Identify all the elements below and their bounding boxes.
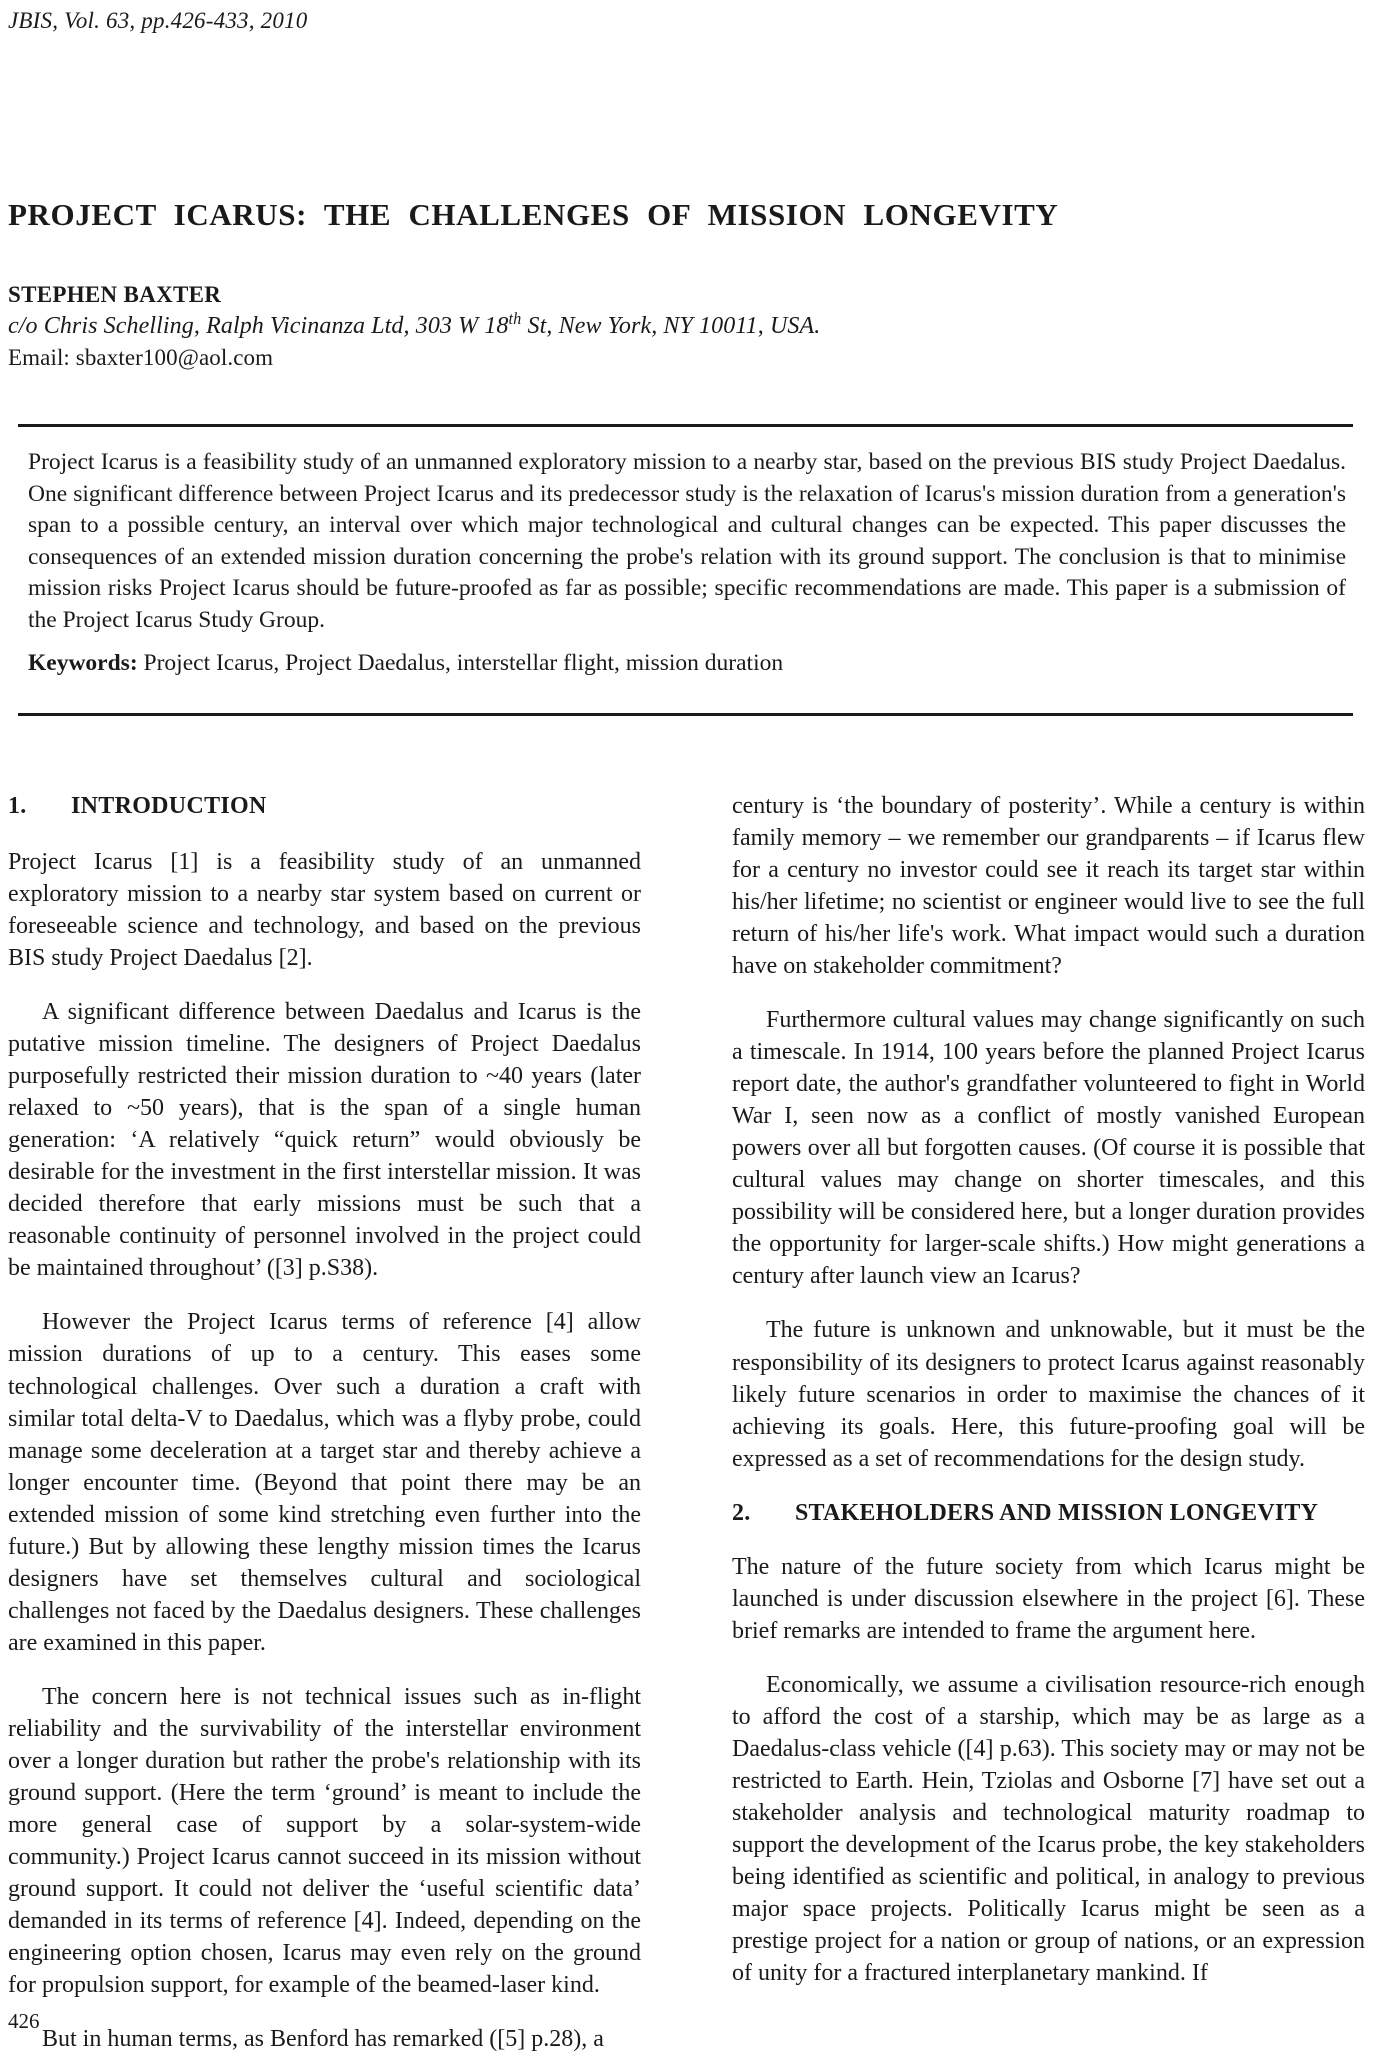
section-number: 1. — [8, 793, 27, 819]
abstract-rule-top — [18, 424, 1353, 427]
paragraph: century is ‘the boundary of posterity’. While a century is within family memory – we remember our grandparents – if Icarus flew for a century no investor could see it reach its target star within his/her lifetime; no scientist or engineer would live to see the full return of his/her life's work. What impact would such a duration have on stakeholder commitment? — [732, 793, 1365, 980]
page-number: 426 — [8, 2009, 40, 2033]
section-label: INTRODUCTION — [71, 793, 267, 819]
affiliation-ordinal-suffix: th — [508, 309, 522, 329]
abstract-text: Project Icarus is a feasibility study of an unmanned exploratory mission to a nearby star, based on the previous BIS study Project Daedalus. One significant difference between Project Icarus and its predecessor study is the relaxation of Icarus's mission duration from a generation's span to a possible century, an interval over which major technological and cultural changes can be expected. This paper discusses the consequences of an extended mission duration concerning the probe's relation with its ground support. The conclusion is that to minimise mission risks Project Icarus should be future-proofed as far as possible; specific recommendations are made. This paper is a submission of the Project Icarus Study Group. — [28, 449, 1346, 633]
paragraph: A significant difference between Daedalus and Icarus is the putative mission timeline. The designers of Project Daedalus purposefully restricted their mission duration to ~40 years (later relaxed to ~50 years), that is the span of a single human generation: ‘A relatively “quick return” would obviously be desirable for the investment in the first interstellar mission. It was decided therefore that early missions must be such that a reasonable continuity of personnel involved in the project could be maintained throughout’ ([3] p.S38). — [8, 999, 641, 1282]
paragraph: Furthermore cultural values may change significantly on such a timescale. In 1914, 100 years before the planned Project Icarus report date, the author's grandfather volunteered to fight in World War I, seen now as a conflict of mostly vanished European powers over all but forgotten causes. (Of course it is possible that cultural values may change on shorter timescales, and this possibility will be considered here, but a longer duration provides the opportunity for larger-scale shifts.) How might generations a century after launch view an Icarus? — [732, 1007, 1365, 1290]
author-block — [8, 279, 1108, 375]
keywords-label: Keywords: — [28, 650, 138, 676]
author-email-line — [8, 342, 1108, 374]
author-name: STEPHEN BAXTER — [8, 282, 222, 307]
paragraph: Economically, we assume a civilisation resource-rich enough to afford the cost of a starship, which may be as large as a Daedalus-class vehicle ([4] p.63). This society may or may not be restricted to Earth. Hein, Tziolas and Osborne [7] have set out a stakeholder analysis and technological maturity roadmap to support the development of the Icarus probe, the key stakeholders being identified as scientific and political, in analogy to previous major space projects. Politically Icarus might be seen as a prestige project for a nation or group of nations, or an expression of unity for a fractured interplanetary mankind. If — [732, 1671, 1365, 1987]
paragraph: The future is unknown and unknowable, but it must be the responsibility of its designers to protect Icarus against reasonably likely future scenarios in order to maximise the chances of it achieving its goals. Here, this future-proofing goal will be expressed as a set of recommendations for the design study. — [732, 1317, 1365, 1472]
paragraph: The nature of the future society from which Icarus might be launched is under discussion elsewhere in the project [6]. These brief remarks are intended to frame the argument here. — [732, 1553, 1365, 1644]
email-address[interactable]: sbaxter100@aol.com — [75, 345, 274, 371]
keywords-line — [28, 648, 1346, 679]
section-heading-introduction — [8, 790, 641, 822]
keywords-values: Project Icarus, Project Daedalus, interstellar flight, mission duration — [143, 650, 784, 676]
section-number: 2. — [732, 1499, 751, 1526]
body-column-left — [8, 790, 641, 2055]
paragraph: However the Project Icarus terms of reference [4] allow mission durations of up to a century. This eases some technological challenges. Over such a duration a craft with similar total delta-V to Daedalus, which was a flyby probe, could manage some deceleration at a target star and thereby achieve a longer encounter time. (Beyond that point there may be an extended mission of some kind stretching even further into the future.) But by allowing these lengthy mission times the Icarus designers have set themselves cultural and sociological challenges not faced by the Daedalus designers. These challenges are examined in this paper. — [8, 1309, 641, 1656]
paragraph: The concern here is not technical issues such as in-flight reliability and the survivability of the interstellar environment over a longer duration but rather the probe's relationship with its ground support. (Here the term ‘ground’ is meant to include the more general case of support by a solar-system-wide community.) Project Icarus cannot succeed in its mission without ground support. It could not deliver the ‘useful scientific data’ demanded in its terms of reference [4]. Indeed, depending on the engineering option chosen, Icarus may even rely on the ground for propulsion support, for example of the beamed-laser kind. — [8, 1683, 641, 1999]
section-label: STAKEHOLDERS AND MISSION LONGEVITY — [795, 1499, 1319, 1526]
author-affiliation — [8, 310, 1108, 342]
page-title: PROJECT ICARUS: THE CHALLENGES OF MISSION LONGEVITY — [8, 196, 1059, 232]
paragraph: Project Icarus [1] is a feasibility study of an unmanned exploratory mission to a nearby star system based on current or foreseeable science and technology, and based on the previous BIS study Project Daedalus [2]. — [8, 849, 641, 972]
section-heading-stakeholders — [732, 1497, 1365, 1529]
paragraph: But in human terms, as Benford has remarked ([5] p.28), a — [42, 2026, 604, 2053]
affiliation-prefix: c/o Chris Schelling, Ralph Vicinanza Ltd, 303 W 18 — [8, 313, 509, 340]
email-label: Email: — [8, 345, 70, 371]
body-column-right — [732, 790, 1365, 1989]
running-head: JBIS, Vol. 63, pp.426-433, 2010 — [8, 8, 308, 33]
abstract-rule-bottom — [18, 713, 1353, 716]
affiliation-suffix: St, New York, NY 10011, USA. — [521, 313, 821, 340]
